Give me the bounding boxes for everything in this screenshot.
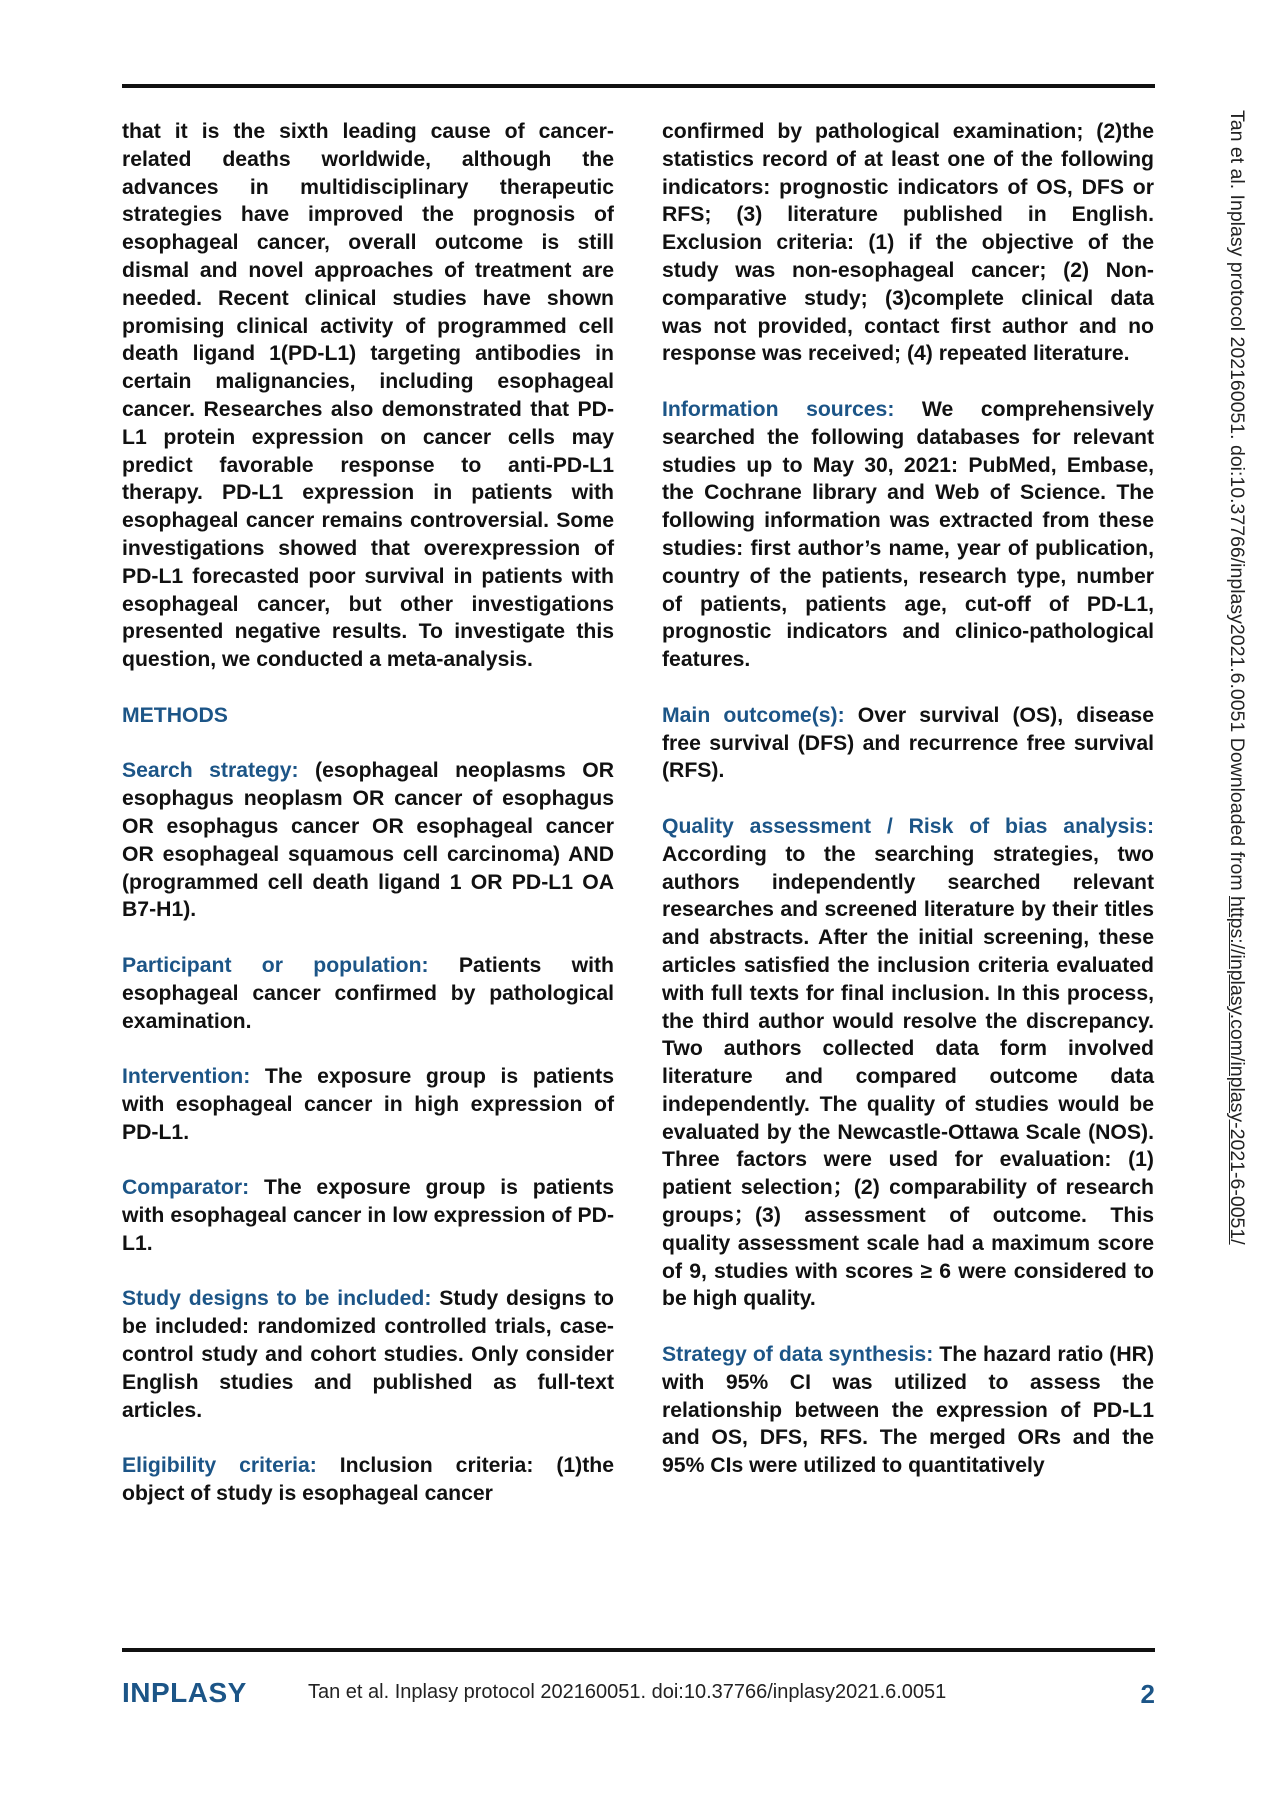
- section-eligibility: [122, 1452, 614, 1508]
- section-information-sources: [662, 396, 1154, 674]
- section-heading: Eligibility criteria:: [122, 1454, 317, 1478]
- footer-brand-logo: INPLASY: [122, 1677, 247, 1708]
- header-rule: [122, 84, 1155, 88]
- section-quality-assessment: [662, 813, 1154, 1313]
- section-body: The hazard ratio (HR) with 95% CI was utilized to assess the relationship between the expression of PD-L1 and OS, DFS, RFS. The merged ORs and the 95% CIs were utilized to quantitatively: [662, 1343, 1154, 1478]
- section-body: We comprehensively searched the following databases for relevant studies up to May 30, 2021: PubMed, Embase, the Cochrane library and Web of Science. The following information was extracted from these studies: first author’s name, year of publication, country of the patients, research type, number of patients, patients age, cut-off of PD-L1, prognostic indicators and clinico-pathological features.: [662, 397, 1154, 672]
- side-banner-link[interactable]: https://inplasy.com/inplasy-2021-6-0051/: [1226, 895, 1248, 1245]
- section-body: Inclusion criteria: (1)the object of study is esophageal cancer: [122, 1454, 614, 1506]
- section-participant: [122, 952, 614, 1035]
- section-search-strategy: [122, 757, 614, 924]
- section-heading: Search strategy:: [122, 759, 299, 783]
- section-heading: Quality assessment / Risk of bias analysis:: [662, 814, 1154, 838]
- section-body: According to the searching strategies, two authors independently searched relevant researches and screened literature by their titles and abstracts. After the initial screening, these articles satisfied the inclusion criteria evaluated with full texts for final inclusion. In this process, the third author would resolve the discrepancy. Two authors collected data form involved literature and compared outcome data independently. The quality of studies would be evaluated by the Newcastle-Ottawa Scale (NOS). Three factors were used for evaluation: (1) patient selection；(2) comparability of research groups；(3) assessment of outcome. This quality assessment scale had a maximum score of 9, studies with scores ≥ 6 were considered to be high quality.: [662, 842, 1154, 1311]
- section-body: The exposure group is patients with esophageal cancer in high expression of PD-L1.: [122, 1065, 614, 1144]
- right-column: [662, 118, 1154, 1508]
- section-study-designs: [122, 1285, 614, 1424]
- eligibility-continuation: confirmed by pathological examination; (2)the statistics record of at least one of the following indicators: prognostic indicators of OS, DFS or RFS; (3) literature published in English. Exclusion criteria: (1) if the objective of the study was non-esophageal cancer; (2) Non-comparative study; (3)complete clinical data was not provided, contact first author and no response was received; (4) repeated literature.: [662, 120, 1154, 366]
- section-body: Patients with esophageal cancer confirmed by pathological examination.: [122, 953, 614, 1033]
- section-heading: Main outcome(s):: [662, 703, 845, 727]
- footer-rule: [122, 1648, 1155, 1652]
- section-body: (esophageal neoplasms OR esophagus neoplasm OR cancer of esophagus OR esophagus cancer OR esophageal cancer OR esophageal squamous cell carcinoma) AND (programmed cell death ligand 1 OR PD-L1 OA B7-H1).: [122, 759, 614, 922]
- section-data-synthesis: [662, 1341, 1154, 1480]
- section-body: Study designs to be included: randomized controlled trials, case-control study and cohort studies. Only consider English studies and published as full-text articles.: [122, 1287, 614, 1422]
- section-heading: Information sources:: [662, 397, 895, 421]
- side-banner: [1225, 110, 1248, 1610]
- section-body: Over survival (OS), disease free survival (DFS) and recurrence free survival (RFS).: [662, 703, 1154, 783]
- page-number: 2: [1140, 1679, 1155, 1709]
- section-heading: Study designs to be included:: [122, 1287, 432, 1311]
- section-heading: Participant or population:: [122, 953, 429, 977]
- methods-title: METHODS: [122, 703, 228, 727]
- section-body: The exposure group is patients with esophageal cancer in low expression of PD-L1.: [122, 1176, 614, 1255]
- section-heading: Intervention:: [122, 1065, 251, 1089]
- section-comparator: [122, 1174, 614, 1257]
- page-footer: [122, 1675, 1155, 1715]
- footer-citation: Tan et al. Inplasy protocol 202160051. doi:10.37766/inplasy2021.6.0051: [308, 1681, 947, 1703]
- section-main-outcomes: [662, 702, 1154, 785]
- section-intervention: [122, 1063, 614, 1146]
- section-heading: Comparator:: [122, 1176, 250, 1200]
- side-banner-text: Tan et al. Inplasy protocol 202160051. doi:10.37766/inplasy2021.6.0051 Downloaded from: [1226, 110, 1248, 896]
- section-heading: Strategy of data synthesis:: [662, 1343, 934, 1367]
- intro-paragraph: that it is the sixth leading cause of cancer-related deaths worldwide, although the advances in multidisciplinary therapeutic strategies have improved the prognosis of esophageal cancer, overall outcome is still dismal and novel approaches of treatment are needed. Recent clinical studies have shown promising clinical activity of programmed cell death ligand 1(PD-L1) targeting antibodies in certain malignancies, including esophageal cancer. Researches also demonstrated that PD-L1 protein expression on cancer cells may predict favorable response to anti-PD-L1 therapy. PD-L1 expression in patients with esophageal cancer remains controversial. Some investigations showed that overexpression of PD-L1 forecasted poor survival in patients with esophageal cancer, but other investigations presented negative results. To investigate this question, we conducted a meta-analysis.: [122, 120, 614, 672]
- left-column: [122, 118, 614, 1536]
